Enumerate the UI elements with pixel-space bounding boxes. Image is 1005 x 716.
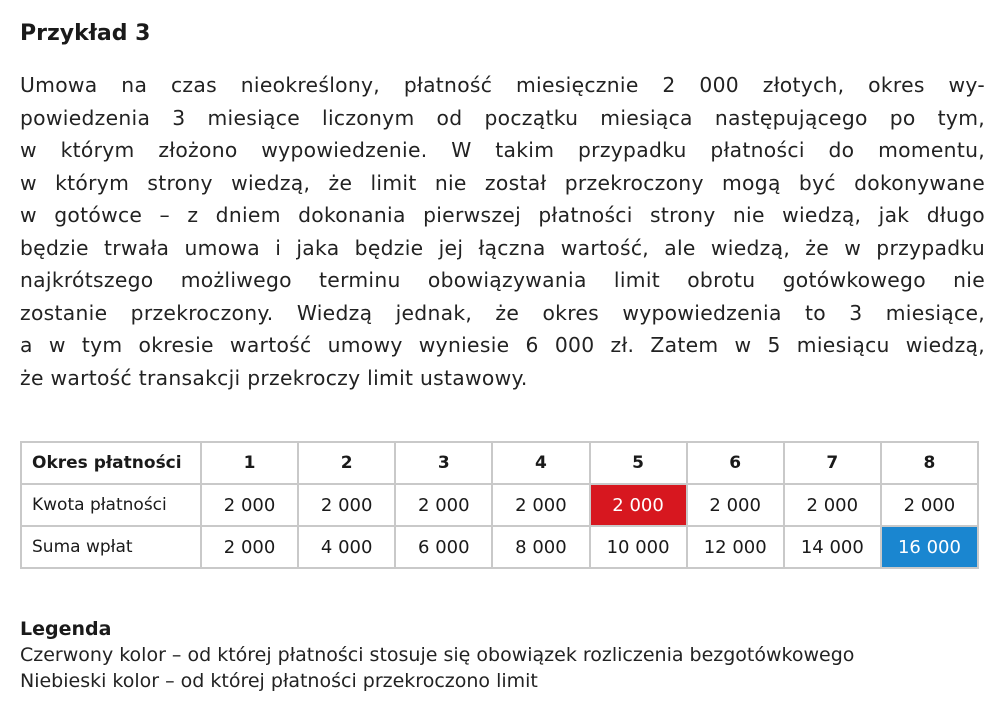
period-header: 7 <box>784 442 881 484</box>
period-header: 6 <box>687 442 784 484</box>
paragraph-line: w którym złożono wypowiedzenie. W takim przypadku płatności do momentu, <box>20 138 985 162</box>
highlight-cell-red: 2 000 <box>590 484 687 526</box>
table-cell: 2 000 <box>687 484 784 526</box>
table-cell: 10 000 <box>590 526 687 568</box>
paragraph-line: powiedzenia 3 miesiące liczonym od początku miesiąca następującego po tym, <box>20 105 985 130</box>
table-header-row <box>21 442 978 484</box>
paragraph-line: że wartość transakcji przekroczy limit ustawowy. <box>20 365 528 390</box>
table-row <box>21 526 978 568</box>
table-cell: 4 000 <box>298 526 395 568</box>
table-cell: 6 000 <box>395 526 492 568</box>
highlight-cell-blue: 16 000 <box>881 526 978 568</box>
paragraph-line: najkrótszego możliwego terminu obowiązywania limit obrotu gotówkowego nie <box>20 268 985 292</box>
table-cell: 2 000 <box>298 484 395 526</box>
example-heading: Przykład 3 <box>20 21 151 46</box>
legend-blue-text: Niebieski kolor – od której płatności przekroczono limit <box>20 670 538 692</box>
period-header: 8 <box>881 442 978 484</box>
table-cell: 2 000 <box>201 526 298 568</box>
row-label-sum: Suma wpłat <box>21 526 201 568</box>
period-header: 2 <box>298 442 395 484</box>
row-label-amount: Kwota płatności <box>21 484 201 526</box>
table-cell: 2 000 <box>492 484 589 526</box>
document-page <box>20 18 985 394</box>
table-cell: 2 000 <box>395 484 492 526</box>
period-header: 1 <box>201 442 298 484</box>
example-paragraph <box>20 69 985 394</box>
period-header: 3 <box>395 442 492 484</box>
paragraph-line: będzie trwała umowa i jaka będzie jej łączna wartość, ale wiedzą, że w przypadku <box>20 235 985 260</box>
legend <box>20 616 980 694</box>
paragraph-line: Umowa na czas nieokreślony, płatność miesięcznie 2 000 złotych, okres wy- <box>20 73 985 97</box>
paragraph-line: w gotówce – z dniem dokonania pierwszej płatności strony nie wiedzą, jak długo <box>20 203 985 227</box>
legend-title: Legenda <box>20 618 112 640</box>
header-label: Okres płatności <box>21 442 201 484</box>
table-cell: 2 000 <box>201 484 298 526</box>
table-row <box>21 484 978 526</box>
period-header: 4 <box>492 442 589 484</box>
paragraph-line: a w tym okresie wartość umowy wyniesie 6 000 zł. Zatem w 5 miesiącu wiedzą, <box>20 333 985 357</box>
paragraph-line: w którym strony wiedzą, że limit nie został przekroczony mogą być dokonywane <box>20 170 985 195</box>
legend-red-text: Czerwony kolor – od której płatności stosuje się obowiązek rozliczenia bezgotówkowego <box>20 644 855 666</box>
paragraph-line: zostanie przekroczony. Wiedzą jednak, że okres wypowiedzenia to 3 miesiące, <box>20 300 985 325</box>
payments-table <box>20 441 979 569</box>
table-cell: 8 000 <box>492 526 589 568</box>
table-cell: 2 000 <box>784 484 881 526</box>
table-cell: 2 000 <box>881 484 978 526</box>
table-cell: 14 000 <box>784 526 881 568</box>
table-cell: 12 000 <box>687 526 784 568</box>
period-header: 5 <box>590 442 687 484</box>
